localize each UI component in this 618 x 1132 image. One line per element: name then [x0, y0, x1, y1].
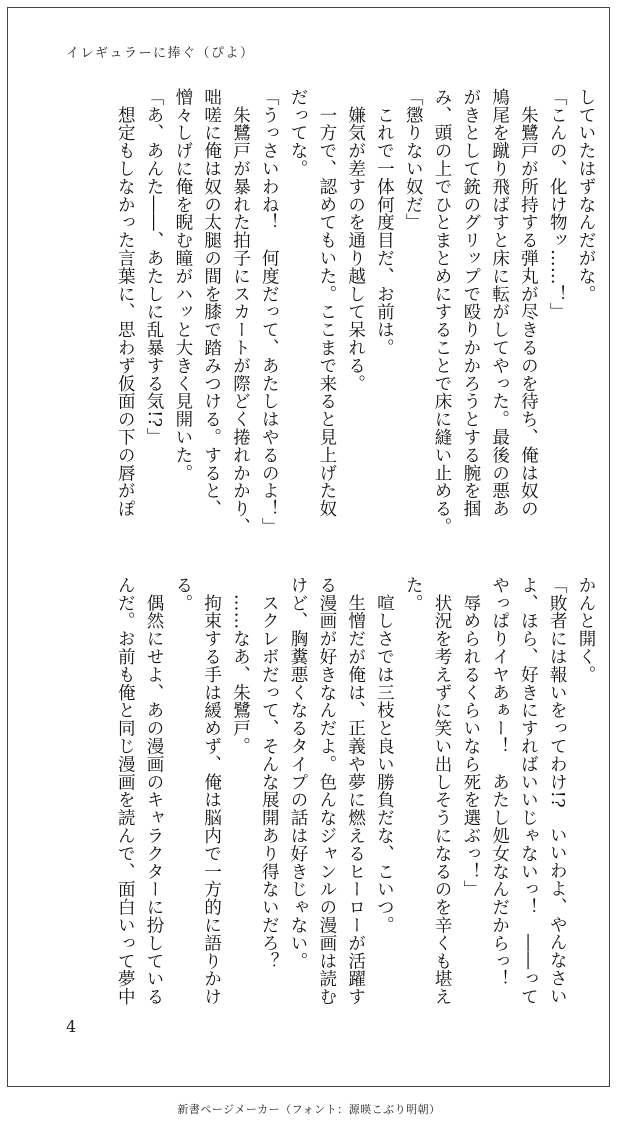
text-line: た。: [403, 576, 424, 612]
text-line: 嫌気が差すのを通り越して呆れる。: [345, 88, 366, 393]
footer-credit: 新書ページメーカー（フォント：源暎こぶり明朝）: [177, 1103, 441, 1116]
text-line: 一方で、認めてもいた。ここまで来ると見上げた奴: [316, 88, 337, 518]
text-line: これで一体何度目だ、お前は。: [374, 88, 395, 357]
running-title: イレギュラーに捧ぐ（ぴよ）: [66, 46, 255, 61]
text-line: 「うっさいわね！ 何度だって、あたしはやるのよ！」: [259, 88, 280, 536]
text-line: 「あ、あんた――、あたしに乱暴する気!?」: [144, 88, 165, 446]
text-line: 「懲りない奴だ」: [403, 88, 424, 232]
text-line: 状況を考えずに笑い出しそうになるのを辛くも堪え: [432, 576, 453, 1006]
text-line: がきとして銃のグリップで殴りかかろうとする腕を掴: [460, 88, 481, 518]
text-line: 憎々しげに俺を睨む瞳がハッと大きく見開いた。: [172, 88, 193, 482]
text-line: 咄嗟に俺は奴の太腿の間を膝で踏みつける。すると、: [201, 88, 222, 518]
text-line: 辱められるくらいなら死を選ぶっ！」: [460, 576, 481, 899]
text-line: 想定もしなかった言葉に、思わず仮面の下の唇がぽ: [115, 88, 136, 518]
lower-text-block: [44, 576, 600, 1024]
text-line: んだ。お前も俺と同じ漫画を読んで、面白いって夢中: [115, 576, 136, 1006]
text-line: スクレボだって、そんな展開あり得ないだろ？: [259, 576, 280, 970]
text-line: 生憎だが俺は、正義や夢に燃えるヒーローが活躍す: [345, 576, 366, 1006]
text-line: み、頭の上でひとまとめにすることで床に縫い止める。: [432, 88, 453, 536]
text-line: 「こんの、化け物ッ……！」: [547, 88, 568, 321]
text-line: 偶然にせよ、あの漫画のキャラクターに扮している: [144, 576, 165, 1006]
text-line: 朱鷺戸が暴れた拍子にスカートが際どく捲れかかり、: [230, 88, 251, 536]
text-line: していたはずなんだがな。: [576, 88, 596, 303]
text-line: 朱鷺戸が所持する弾丸が尽きるのを待ち、俺は奴の: [518, 88, 539, 518]
text-line: 鳩尾を蹴り飛ばすと床に転がしてやった。最後の悪あ: [489, 88, 510, 518]
text-line: 喧しさでは三枝と良い勝負だな、こいつ。: [374, 576, 395, 934]
page-frame: [7, 7, 610, 1087]
text-line: かんと開く。: [576, 576, 596, 684]
text-line: る漫画が好きなんだよ。色んなジャンルの漫画は読む: [316, 576, 337, 1006]
text-line: けど、胸糞悪くなるタイプの話は好きじゃない。: [288, 576, 309, 970]
upper-text-block: [44, 88, 600, 536]
text-line: 「敗者には報いをってわけ!? いいわよ、やんなさい: [547, 576, 568, 1005]
text-line: よ、ほら、好きにすればいいじゃないっ！ ――って: [518, 576, 539, 1006]
page-number: 4: [66, 1017, 77, 1036]
text-line: だってな。: [288, 88, 309, 178]
text-line: る。: [172, 576, 193, 612]
text-line: ……なあ、朱鷺戸。: [230, 576, 251, 755]
text-line: 拘束する手は緩めず、俺は脳内で一方的に語りかけ: [201, 576, 222, 1006]
text-line: やっぱりイヤあぁー！ あたし処女なんだからっ！: [489, 576, 510, 988]
